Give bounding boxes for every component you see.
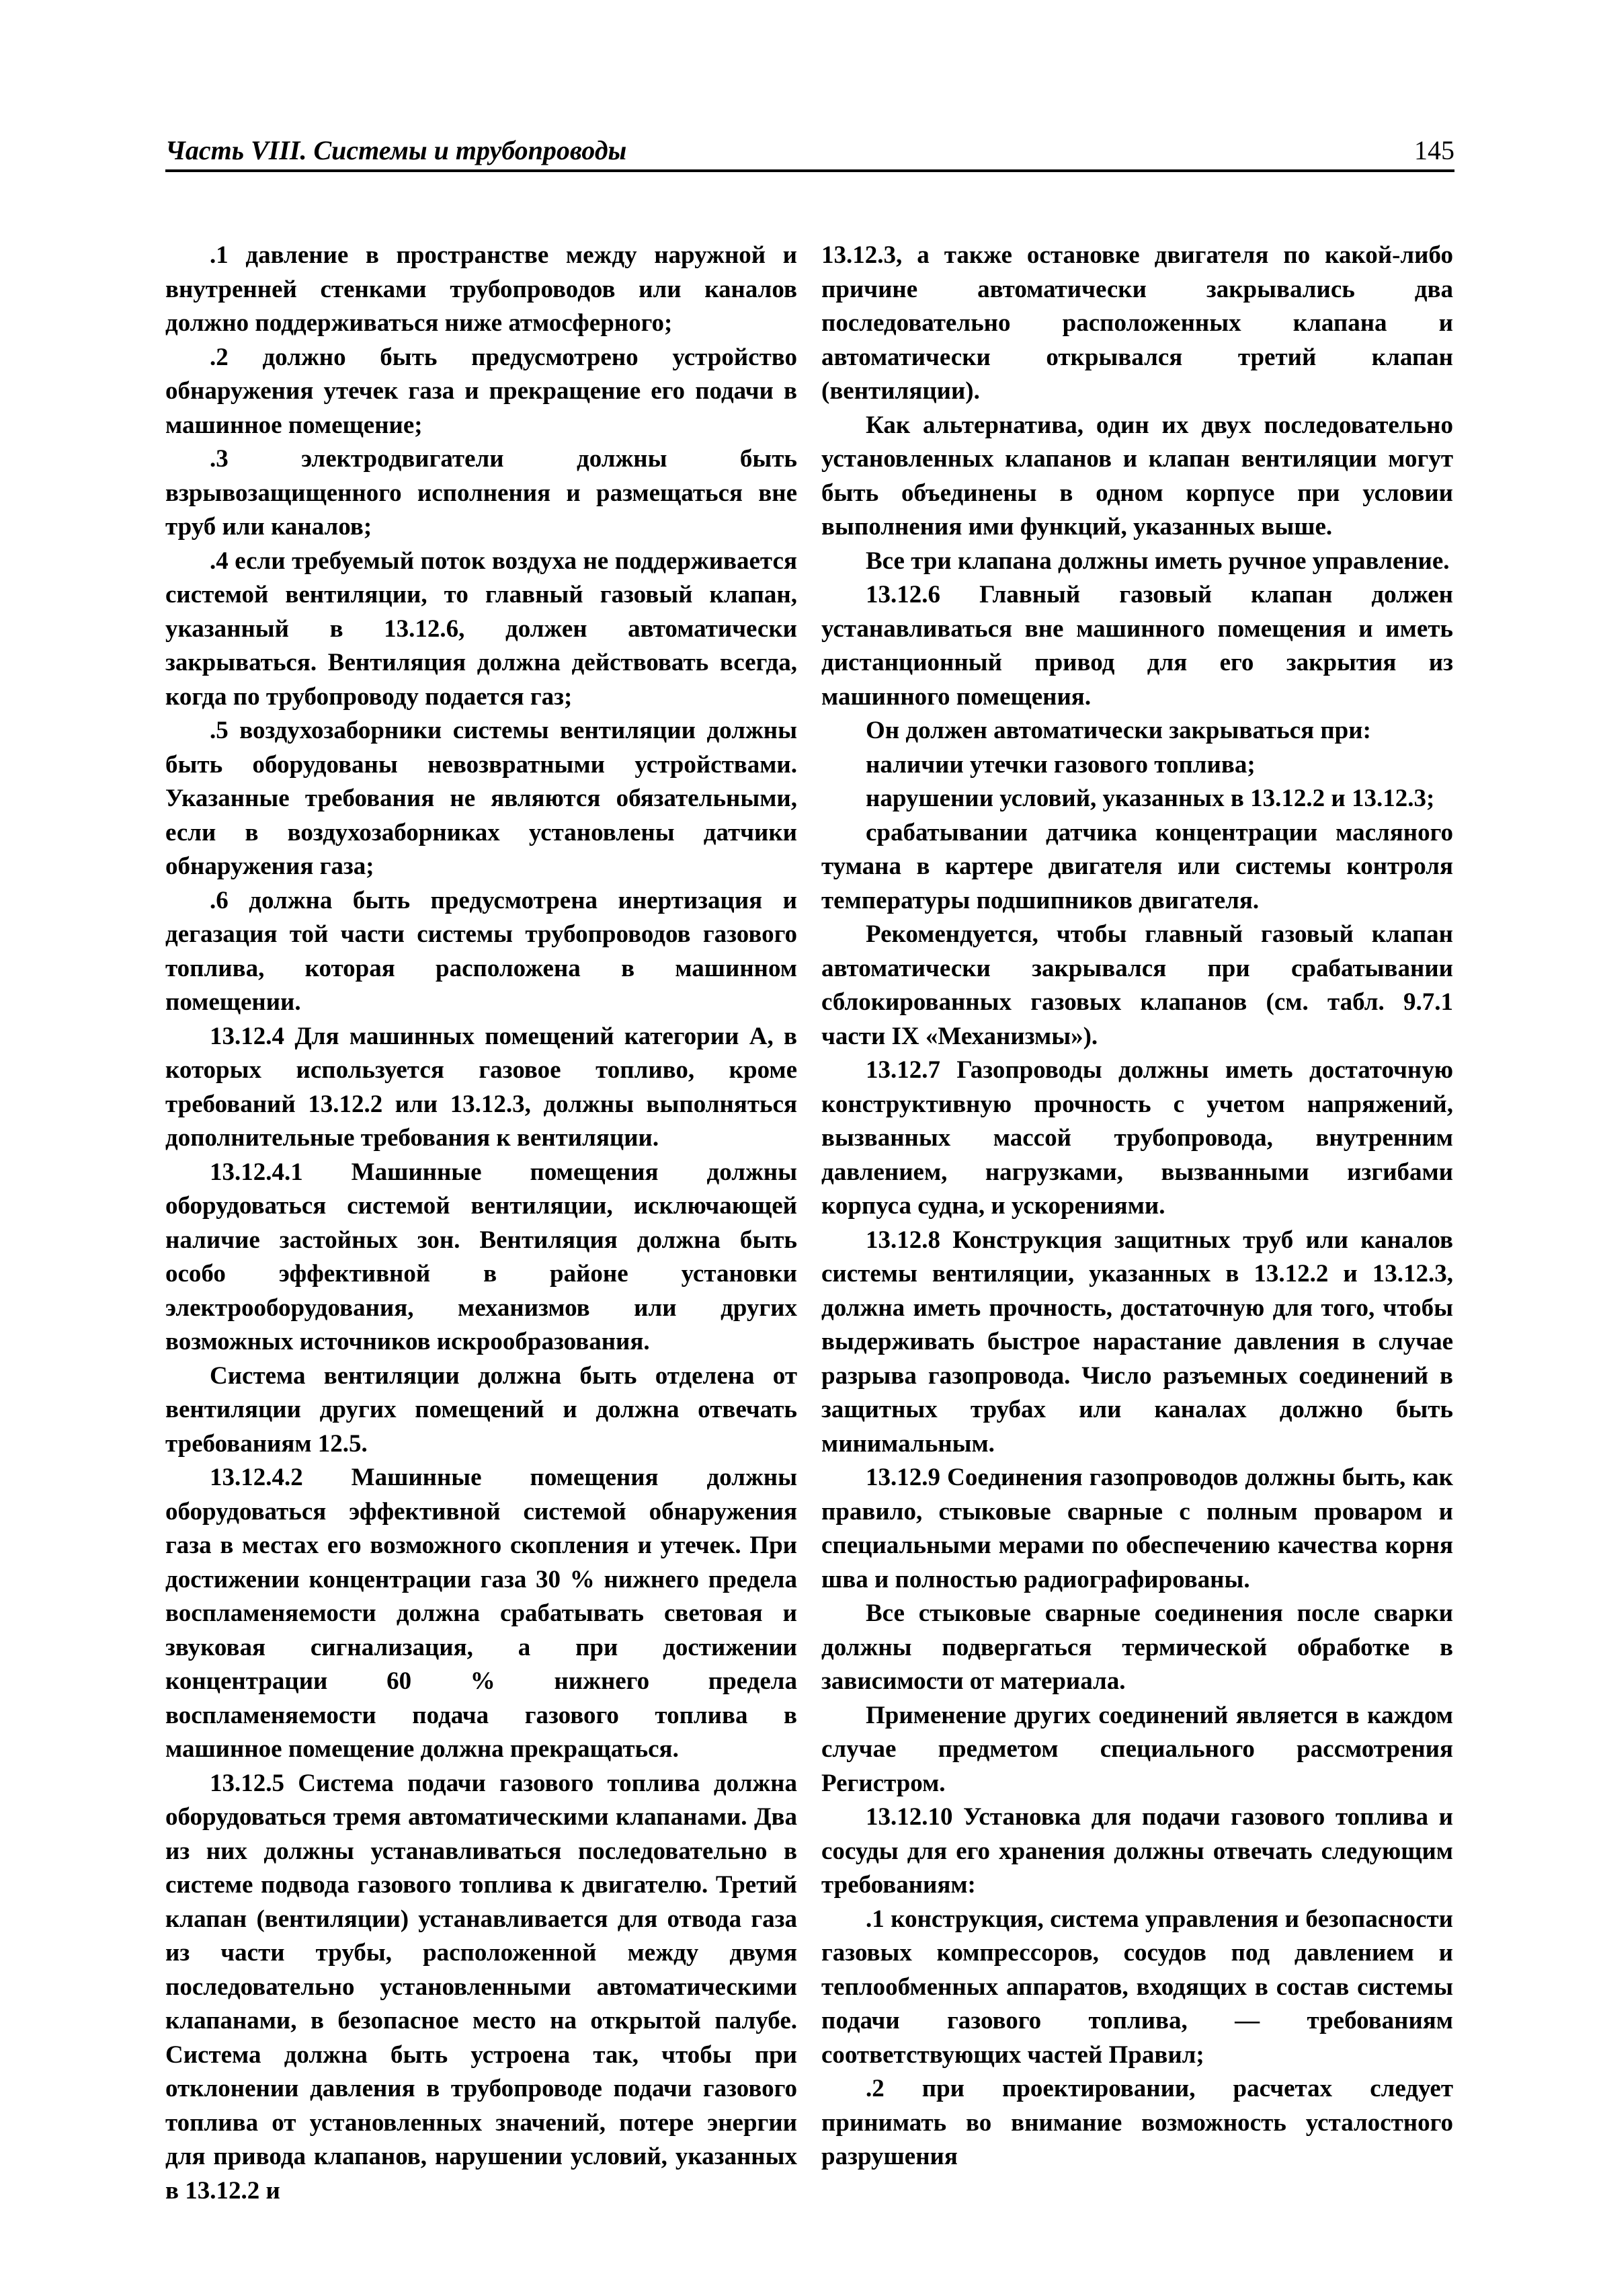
paragraph: .2 должно быть предусмотрено устройство обнаружения утечек газа и прекращение его подачи в машинное помещение; (165, 343, 797, 439)
left-column (165, 239, 797, 2208)
paragraph: срабатывании датчика концентрации масляного тумана в картере двигателя или системы контроля температуры подшипников двигателя. (821, 818, 1453, 914)
paragraph: .5 воздухозаборники системы вентиляции должны быть оборудованы невозвратными устройствами. Указанные требования не являются обязательными, если в воздухозаборниках установлены датчики обнаружения газа; (165, 717, 797, 880)
paragraph: .6 должна быть предусмотрена инертизация и дегазация той части системы трубопроводов газового топлива, которая расположена в машинном помещении. (165, 886, 797, 1016)
paragraph: 13.12.9 Соединения газопроводов должны быть, как правило, стыковые сварные с полным проваром и специальными мерами по обеспечению качества корня шва и полностью радиографированы. (821, 1464, 1453, 1593)
paragraph: .1 давление в пространстве между наружной и внутренней стенками трубопроводов или каналов должно поддерживаться ниже атмосферного; (165, 241, 797, 337)
paragraph: 13.12.6 Главный газовый клапан должен устанавливаться вне машинного помещения и иметь дистанционный привод для его закрытия из машинного помещения. (821, 581, 1453, 711)
paragraph: Применение других соединений является в каждом случае предметом специального рассмотрения Регистром. (821, 1701, 1453, 1797)
header-title: Часть VIII. Системы и трубопроводы (165, 135, 627, 165)
paragraph: Рекомендуется, чтобы главный газовый клапан автоматически закрывался при срабатывании сблокированных газовых клапанов (см. табл. 9.7.1 части IX «Механизмы»). (821, 920, 1453, 1050)
paragraph: Он должен автоматически закрываться при: (866, 717, 1371, 744)
paragraph: .3 электродвигатели должны быть взрывозащищенного исполнения и размещаться вне труб или каналов; (165, 445, 797, 541)
paragraph: Все стыковые сварные соединения после сварки должны подвергаться термической обработке в зависимости от материала. (821, 1599, 1453, 1695)
paragraph: 13.12.3, а также остановке двигателя по какой-либо причине автоматически закрывались два последовательно расположенных клапана и автоматически открывался третий клапан (вентиляции). (821, 241, 1453, 405)
page-number: 145 (1414, 135, 1454, 165)
paragraph: наличии утечки газового топлива; (866, 750, 1256, 779)
paragraph: 13.12.4.2 Машинные помещения должны оборудоваться эффективной системой обнаружения газа в местах его возможного скопления и утечек. При достижении концентрации газа 30 % нижнего предела воспламеняемости должна срабатывать световая и звуковая сигнализация, а при достижении концентрации 60 % нижнего предела воспламеняемости подача газового топлива в машинное помещение должна прекращаться. (165, 1464, 797, 1763)
paragraph: 13.12.8 Конструкция защитных труб или каналов системы вентиляции, указанных в 13.12.2 и 13.12.3, должна иметь прочность, достаточную для того, чтобы выдерживать быстрое нарастание давления в случае разрыва газопровода. Число разъемных соединений в защитных трубах или каналах должно быть минимальным. (821, 1226, 1453, 1458)
paragraph: нарушении условий, указанных в 13.12.2 и 13.12.3; (866, 785, 1435, 812)
page-header (165, 128, 1454, 172)
right-column (821, 239, 1453, 2174)
paragraph: 13.12.10 Установка для подачи газового топлива и сосуды для его хранения должны отвечать следующим требованиям: (821, 1803, 1453, 1899)
paragraph: 13.12.7 Газопроводы должны иметь достаточную конструктивную прочность с учетом напряжений, вызванных массой трубопровода, внутренним давлением, нагрузками, вызванными изгибами корпуса судна, и ускорениями. (821, 1056, 1453, 1220)
paragraph: 13.12.4 Для машинных помещений категории А, в которых используется газовое топливо, кроме требований 13.12.2 или 13.12.3, должны выполняться дополнительные требования к вентиляции. (165, 1022, 797, 1152)
paragraph: .1 конструкция, система управления и безопасности газовых компрессоров, сосудов под давлением и теплообменных аппаратов, входящих в состав системы подачи газового топлива, — требованиям соответствующих частей Правил; (821, 1905, 1453, 2069)
paragraph: .2 при проектировании, расчетах следует принимать во внимание возможность усталостного разрушения (821, 2075, 1453, 2170)
paragraph: Все три клапана должны иметь ручное управление. (866, 547, 1450, 575)
paragraph: Система вентиляции должна быть отделена от вентиляции других помещений и должна отвечать требованиям 12.5. (165, 1361, 797, 1458)
paragraph: Как альтернатива, один их двух последовательно установленных клапанов и клапан вентиляции могут быть объединены в одном корпусе при условии выполнения ими функций, указанных выше. (821, 411, 1453, 541)
paragraph: 13.12.4.1 Машинные помещения должны оборудоваться системой вентиляции, исключающей наличие застойных зон. Вентиляция должна быть особо эффективной в районе установки электрооборудования, механизмов или других возможных источников искрообразования. (165, 1158, 797, 1355)
paragraph: .4 если требуемый поток воздуха не поддерживается системой вентиляции, то главный газовый клапан, указанный в 13.12.6, должен автоматически закрываться. Вентиляция должна действовать всегда, когда по трубопроводу подается газ; (165, 547, 797, 711)
paragraph: 13.12.5 Система подачи газового топлива должна оборудоваться тремя автоматическими клапанами. Два из них должны устанавливаться последовательно в системе подвода газового топлива к двигателю. Третий клапан (вентиляции) устанавливается для отвода газа из части трубы, расположенной между двумя последовательно установленными автоматическими клапанами, в безопасное место на открытой палубе. Система должна быть устроена так, чтобы при отклонении давления в трубопроводе подачи газового топлива от установленных значений, потере энергии для привода клапанов, нарушении условий, указанных в 13.12.2 и (165, 1769, 797, 2205)
